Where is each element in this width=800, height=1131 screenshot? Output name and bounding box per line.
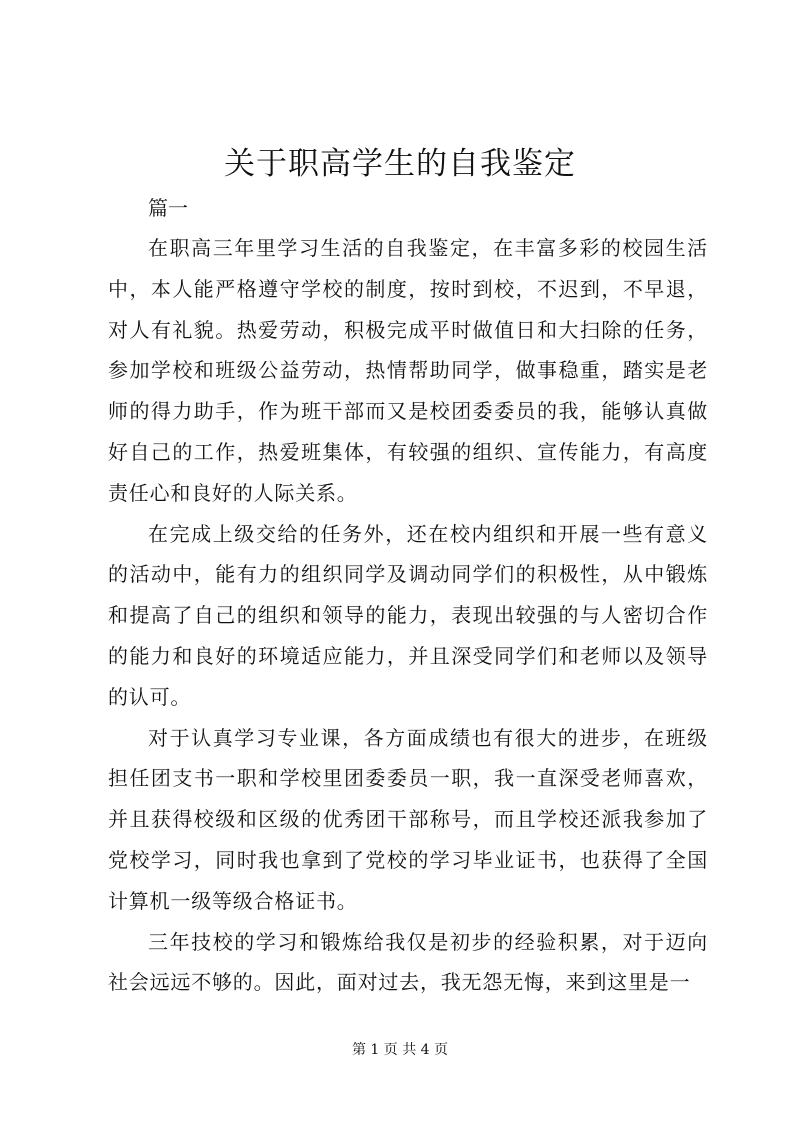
paragraph-4: 三年技校的学习和锻炼给我仅是初步的经验积累，对于迈向社会远远不够的。因此，面对过去，我无怨无悔，来到这里是一	[108, 929, 708, 995]
page-number-footer: 第 1 页 共 4 页	[351, 1042, 449, 1058]
paragraph-1: 在职高三年里学习生活的自我鉴定，在丰富多彩的校园生活中，本人能严格遵守学校的制度，按时到校，不迟到，不早退，对人有礼貌。热爱劳动，积极完成平时做值日和大扫除的任务，参加学校和班级公益劳动，热情帮助同学，做事稳重，踏实是老师的得力助手，作为班干部而又是校团委委员的我，能够认真做好自己的工作，热爱班集体，有较强的组织、宣传能力，有高度责任心和良好的人际关系。	[108, 236, 708, 505]
paragraph-3: 对于认真学习专业课，各方面成绩也有很大的进步，在班级担任团支书一职和学校里团委委员一职，我一直深受老师喜欢，并且获得校级和区级的优秀团干部称号，而且学校还派我参加了党校学习，同时我也拿到了党校的学习毕业证书，也获得了全国计算机一级等级合格证书。	[108, 725, 708, 913]
document-title: 关于职高学生的自我鉴定	[224, 146, 576, 182]
document-body	[108, 188, 708, 1003]
section-heading: 篇一	[148, 196, 188, 220]
paragraph-2: 在完成上级交给的任务外，还在校内组织和开展一些有意义的活动中，能有力的组织同学及调动同学们的积极性，从中锻炼和提高了自己的组织和领导的能力，表现出较强的与人密切合作的能力和良好的环境适应能力，并且深受同学们和老师以及领导的认可。	[108, 521, 708, 709]
